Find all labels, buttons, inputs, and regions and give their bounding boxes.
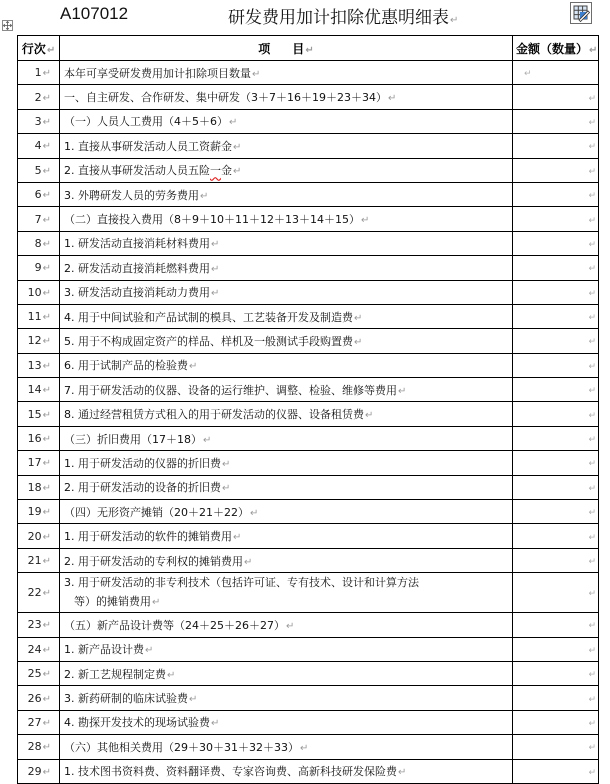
item-description: 1. 用于研发活动的仪器的折旧费↵	[60, 451, 513, 475]
row-number: 15↵	[18, 402, 60, 426]
item-description: 8. 通过经营租赁方式租入的用于研发活动的仪器、设备租赁费↵	[60, 402, 513, 426]
amount-cell[interactable]: ↵	[513, 353, 599, 377]
row-number: 11↵	[18, 304, 60, 328]
table-row	[18, 637, 599, 661]
item-description: 1. 用于研发活动的软件的摊销费用↵	[60, 524, 513, 548]
amount-cell[interactable]: ↵	[513, 85, 599, 109]
amount-cell[interactable]: ↵	[513, 451, 599, 475]
table-row	[18, 85, 599, 109]
row-number: 17↵	[18, 451, 60, 475]
table-row	[18, 613, 599, 637]
form-code: A107012	[60, 4, 129, 23]
amount-cell[interactable]: ↵	[513, 759, 599, 783]
table-row	[18, 661, 599, 685]
amount-cell[interactable]: ↵	[513, 661, 599, 685]
amount-cell[interactable]: ↵	[513, 158, 599, 182]
table-row	[18, 451, 599, 475]
amount-cell[interactable]: ↵	[513, 402, 599, 426]
row-number: 24↵	[18, 637, 60, 661]
row-number: 19↵	[18, 500, 60, 524]
table-move-handle-icon[interactable]	[2, 20, 13, 31]
table-row	[18, 548, 599, 572]
amount-cell[interactable]: ↵	[513, 524, 599, 548]
table-row	[18, 158, 599, 182]
item-description: 1. 技术图书资料费、资料翻译费、专家咨询费、高新科技研发保险费↵	[60, 759, 513, 783]
amount-cell[interactable]: ↵	[513, 548, 599, 572]
column-header-amount: 金额（数量）↵	[513, 36, 599, 61]
row-number: 25↵	[18, 661, 60, 685]
item-description: 3. 研发活动直接消耗动力费用↵	[60, 280, 513, 304]
amount-cell[interactable]: ↵	[513, 573, 599, 613]
column-header-item: 项 目↵	[60, 36, 513, 61]
table-row	[18, 402, 599, 426]
item-description: 2. 用于研发活动的设备的折旧费↵	[60, 475, 513, 499]
table-header-row	[18, 36, 599, 61]
item-description: 3. 新药研制的临床试验费↵	[60, 686, 513, 710]
row-number: 7↵	[18, 207, 60, 231]
amount-cell[interactable]: ↵	[513, 637, 599, 661]
row-number: 28↵	[18, 735, 60, 759]
row-number: 27↵	[18, 710, 60, 734]
row-number: 13↵	[18, 353, 60, 377]
row-number: 1↵	[18, 61, 60, 85]
row-number: 10↵	[18, 280, 60, 304]
amount-cell[interactable]: ↵	[513, 613, 599, 637]
column-header-no: 行次↵	[18, 36, 60, 61]
table-row	[18, 475, 599, 499]
paragraph-mark: ↵	[450, 15, 459, 26]
table-row	[18, 182, 599, 206]
amount-cell[interactable]: ↵	[513, 280, 599, 304]
amount-cell[interactable]: ↵	[513, 500, 599, 524]
item-description: （五）新产品设计费等（24＋25＋26＋27）↵	[60, 613, 513, 637]
table-row	[18, 426, 599, 450]
deduction-table	[17, 35, 599, 784]
amount-cell[interactable]: ↵	[513, 686, 599, 710]
item-description: （三）折旧费用（17＋18）↵	[60, 426, 513, 450]
table-row	[18, 378, 599, 402]
table-row	[18, 109, 599, 133]
row-number: 3↵	[18, 109, 60, 133]
table-row	[18, 710, 599, 734]
item-description: 2. 用于研发活动的专利权的摊销费用↵	[60, 548, 513, 572]
item-description: （四）无形资产摊销（20＋21＋22）↵	[60, 500, 513, 524]
item-description: 1. 新产品设计费↵	[60, 637, 513, 661]
item-description: 6. 用于试制产品的检验费↵	[60, 353, 513, 377]
amount-cell[interactable]: ↵	[513, 256, 599, 280]
item-description: 2. 研发活动直接消耗燃料费用↵	[60, 256, 513, 280]
table-edit-icon[interactable]	[570, 2, 592, 24]
row-number: 12↵	[18, 329, 60, 353]
spellcheck-mark: 一	[210, 164, 221, 178]
item-description: （二）直接投入费用（8＋9＋10＋11＋12＋13＋14＋15）↵	[60, 207, 513, 231]
amount-cell[interactable]: ↵	[513, 231, 599, 255]
table-row	[18, 329, 599, 353]
amount-cell[interactable]: ↵	[513, 735, 599, 759]
table-row	[18, 304, 599, 328]
item-description: 2. 直接从事研发活动人员五险一金↵	[60, 158, 513, 182]
amount-cell[interactable]: ↵	[513, 710, 599, 734]
table-row	[18, 231, 599, 255]
item-description: 一、自主研发、合作研发、集中研发（3＋7＋16＋19＋23＋34）↵	[60, 85, 513, 109]
table-row	[18, 573, 599, 613]
amount-cell[interactable]: ↵	[513, 329, 599, 353]
row-number: 4↵	[18, 134, 60, 158]
row-number: 20↵	[18, 524, 60, 548]
row-number: 14↵	[18, 378, 60, 402]
amount-cell[interactable]: ↵	[513, 207, 599, 231]
amount-cell[interactable]: ↵	[513, 304, 599, 328]
row-number: 23↵	[18, 613, 60, 637]
item-description: 本年可享受研发费用加计扣除项目数量↵	[60, 61, 513, 85]
row-number: 5↵	[18, 158, 60, 182]
item-description: （六）其他相关费用（29＋30＋31＋32＋33）↵	[60, 735, 513, 759]
amount-cell[interactable]: ↵	[513, 61, 599, 85]
amount-cell[interactable]: ↵	[513, 134, 599, 158]
amount-cell[interactable]: ↵	[513, 182, 599, 206]
row-number: 22↵	[18, 573, 60, 613]
row-number: 18↵	[18, 475, 60, 499]
table-row	[18, 500, 599, 524]
row-number: 16↵	[18, 426, 60, 450]
amount-cell[interactable]: ↵	[513, 426, 599, 450]
row-number: 9↵	[18, 256, 60, 280]
amount-cell[interactable]: ↵	[513, 109, 599, 133]
item-description: 3. 外聘研发人员的劳务费用↵	[60, 182, 513, 206]
row-number: 2↵	[18, 85, 60, 109]
row-number: 29↵	[18, 759, 60, 783]
table-row	[18, 207, 599, 231]
table-row	[18, 353, 599, 377]
item-description: （一）人员人工费用（4＋5＋6）↵	[60, 109, 513, 133]
item-description: 4. 勘探开发技术的现场试验费↵	[60, 710, 513, 734]
row-number: 6↵	[18, 182, 60, 206]
item-description: 1. 直接从事研发活动人员工资薪金↵	[60, 134, 513, 158]
item-description: 2. 新工艺规程制定费↵	[60, 661, 513, 685]
item-description: 4. 用于中间试验和产品试制的模具、工艺装备开发及制造费↵	[60, 304, 513, 328]
table-row	[18, 735, 599, 759]
row-number: 26↵	[18, 686, 60, 710]
item-description: 3. 用于研发活动的非专利技术（包括许可证、专有技术、设计和计算方法 等）的摊销费用↵	[60, 573, 513, 613]
table-row	[18, 134, 599, 158]
table-row	[18, 280, 599, 304]
item-description: 7. 用于研发活动的仪器、设备的运行维护、调整、检验、维修等费用↵	[60, 378, 513, 402]
page-title	[228, 3, 458, 28]
table-row	[18, 256, 599, 280]
amount-cell[interactable]: ↵	[513, 378, 599, 402]
item-description: 1. 研发活动直接消耗材料费用↵	[60, 231, 513, 255]
item-description: 5. 用于不构成固定资产的样品、样机及一般测试手段购置费↵	[60, 329, 513, 353]
row-number: 8↵	[18, 231, 60, 255]
title-text: 研发费用加计扣除优惠明细表	[228, 8, 449, 28]
table-row	[18, 61, 599, 85]
row-number: 21↵	[18, 548, 60, 572]
table-row	[18, 524, 599, 548]
amount-cell[interactable]: ↵	[513, 475, 599, 499]
table-row	[18, 686, 599, 710]
